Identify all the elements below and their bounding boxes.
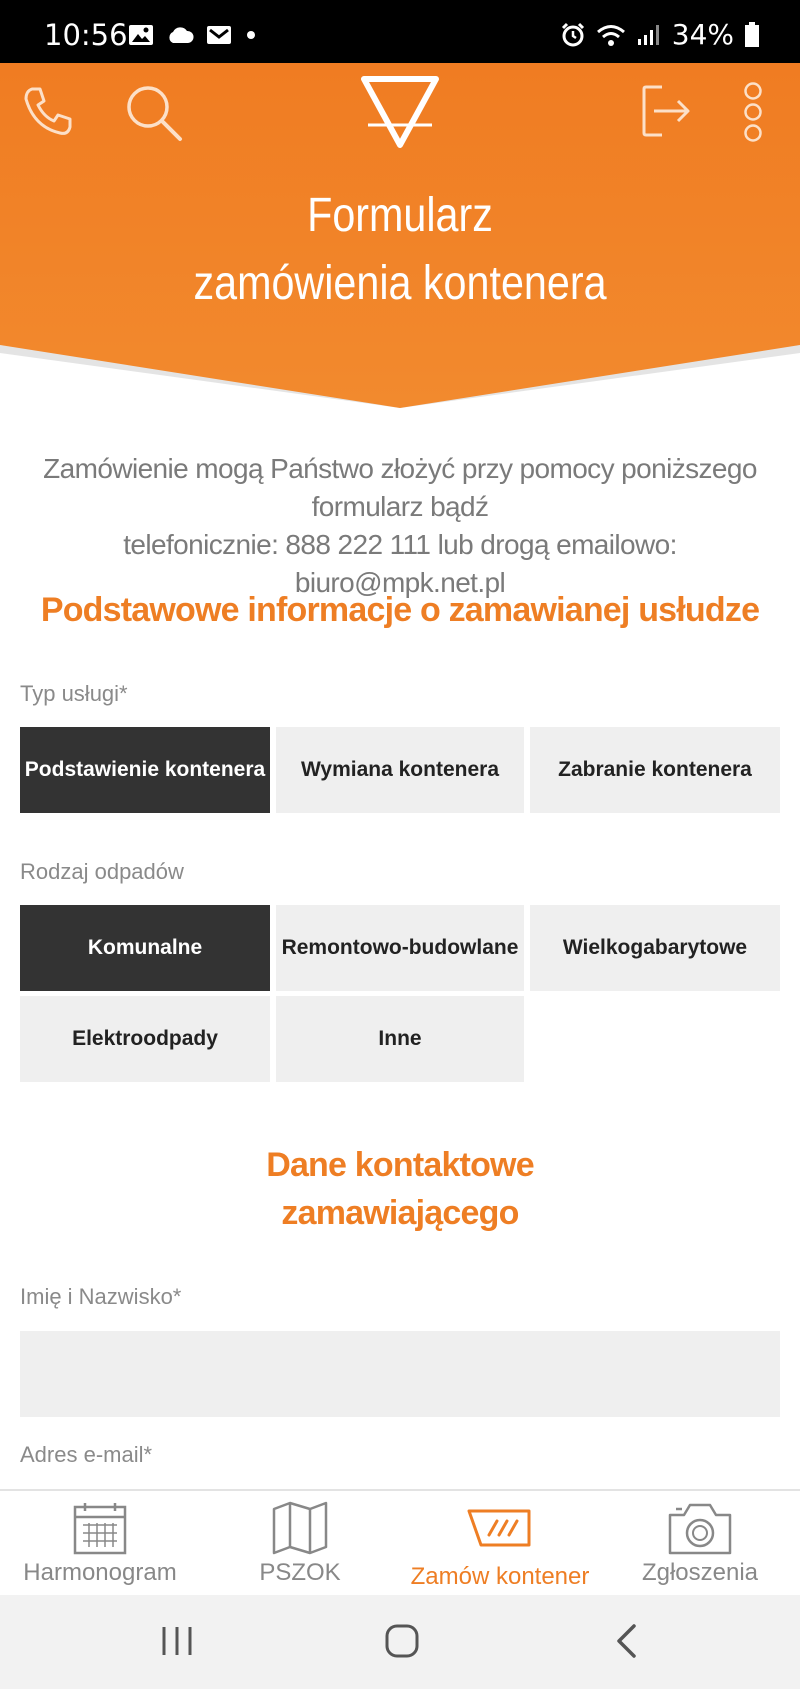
tab-pszok[interactable]: [200, 1491, 400, 1597]
intro-line1: Zamówienie mogą Państwo złożyć przy pomocy poniższego formularz bądź: [43, 453, 757, 522]
logo-icon: [360, 75, 440, 149]
tab-reports[interactable]: [600, 1491, 800, 1597]
service-option-pickup[interactable]: Zabranie kontenera: [530, 727, 780, 813]
section-title-contact-line2: zamawiającego: [281, 1194, 519, 1232]
recent-apps-icon[interactable]: [160, 1625, 194, 1657]
service-type-label: Typ usługi*: [20, 681, 128, 706]
cloud-icon: [166, 25, 194, 45]
tab-label-reports: Zgłoszenia: [641, 1559, 759, 1586]
waste-option-bulky[interactable]: Wielkogabarytowe: [530, 905, 780, 991]
container-icon: [467, 1501, 533, 1551]
status-time: 10:56: [44, 18, 128, 52]
mail-icon: [206, 24, 232, 46]
page-title-line1: Formularz: [307, 189, 493, 242]
status-bar: [0, 0, 800, 63]
camera-icon: [668, 1501, 732, 1555]
waste-option-electronics[interactable]: Elektroodpady: [20, 996, 270, 1082]
back-icon[interactable]: [614, 1623, 638, 1659]
tab-label-pszok: PSZOK: [259, 1559, 341, 1586]
section-title-contact: [0, 1141, 800, 1237]
waste-option-construction[interactable]: Remontowo-budowlane: [276, 905, 524, 991]
tab-order-container[interactable]: [400, 1491, 600, 1597]
logout-icon[interactable]: [640, 83, 694, 139]
waste-type-label: Rodzaj odpadów: [20, 859, 184, 884]
bottom-tab-bar: [0, 1489, 800, 1595]
intro-text: [20, 450, 780, 602]
dot-icon: [244, 28, 258, 42]
calendar-icon: [73, 1501, 127, 1555]
section-title-contact-line1: Dane kontaktowe: [266, 1146, 534, 1184]
waste-option-other[interactable]: Inne: [276, 996, 524, 1082]
service-option-placement[interactable]: Podstawienie kontenera: [20, 727, 270, 813]
more-icon[interactable]: [740, 81, 766, 143]
wifi-icon: [596, 23, 626, 47]
search-icon[interactable]: [124, 83, 184, 143]
service-option-exchange[interactable]: Wymiana kontenera: [276, 727, 524, 813]
section-title-basic-info: Podstawowe informacje o zamawianej usłudze: [40, 591, 760, 629]
tab-harmonogram[interactable]: [0, 1491, 200, 1597]
page-title-line2: zamówienia kontenera: [193, 257, 607, 310]
name-input[interactable]: [20, 1331, 780, 1417]
tab-label-order-container: Zamów kontener: [410, 1563, 590, 1590]
system-nav-bar: [0, 1595, 800, 1689]
intro-line2: telefonicznie: 888 222 111 lub drogą emailowo: biuro@mpk.net.pl: [123, 529, 677, 598]
map-icon: [272, 1501, 328, 1555]
battery-percent: 34%: [671, 18, 734, 51]
image-icon: [128, 24, 154, 46]
alarm-icon: [560, 22, 586, 48]
signal-icon: [636, 23, 662, 47]
email-label: Adres e-mail*: [20, 1442, 153, 1467]
battery-icon: [744, 22, 760, 48]
home-icon[interactable]: [384, 1623, 420, 1659]
waste-option-municipal[interactable]: Komunalne: [20, 905, 270, 991]
name-label: Imię i Nazwisko*: [20, 1284, 182, 1309]
phone-icon[interactable]: [20, 83, 76, 139]
page-title: [56, 182, 744, 318]
tab-label-harmonogram: Harmonogram: [23, 1559, 177, 1586]
